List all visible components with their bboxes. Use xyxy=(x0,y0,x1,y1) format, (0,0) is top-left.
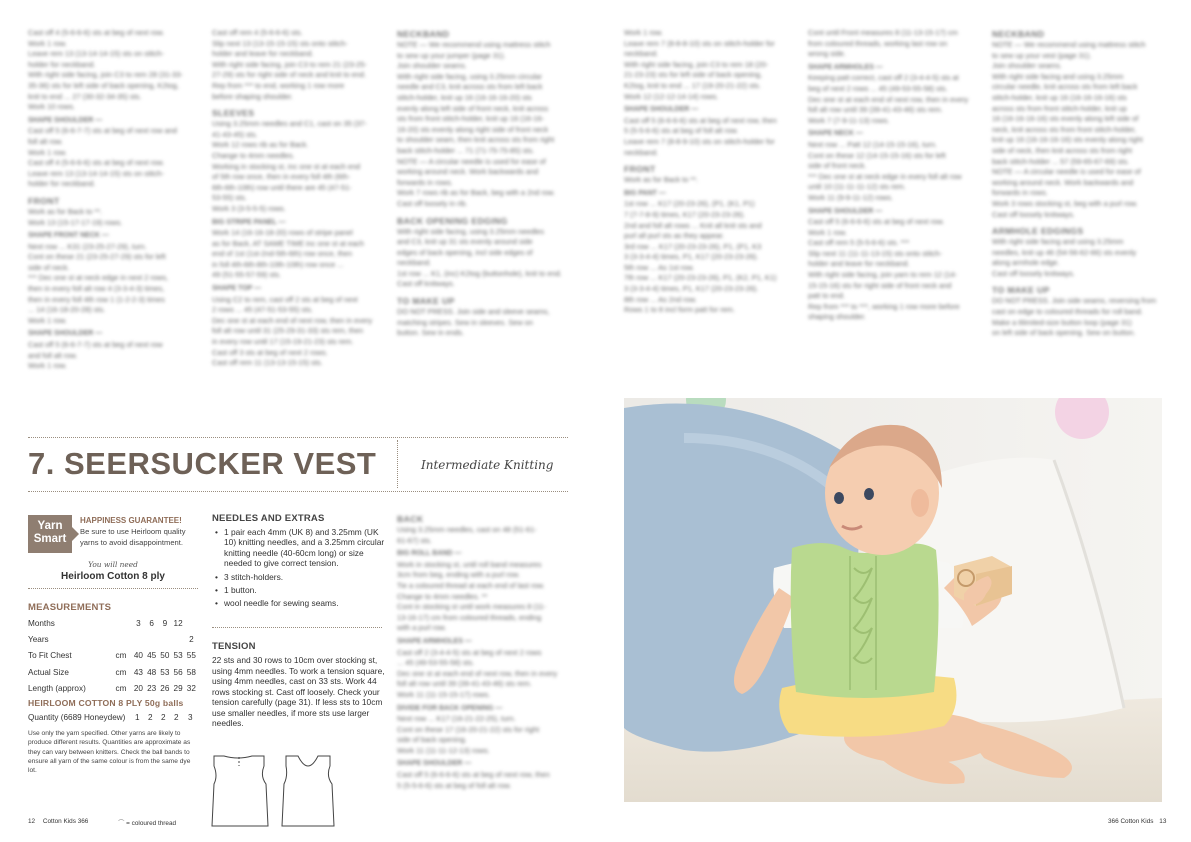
list-item: • wool needle for sewing seams. xyxy=(215,598,390,608)
needles-heading: NEEDLES AND EXTRAS xyxy=(212,513,325,524)
needles-divider xyxy=(212,627,382,628)
yarn-smart-badge: Yarn Smart xyxy=(28,515,72,553)
page-number: 12 xyxy=(28,818,36,825)
text-column-prev-3: NECKBAND NOTE — We recommend using mattress stitch to sew up your jumper (page 31). Join shoulder seams. With right side facing, using 3.25mm circular needle and C3, knit across sts from left back stitch-holder, knit up 16 (16-16-16-20) sts evenly along left side of front neck, knit across sts from front stitch-holder, knit up 16 (16-16- 16-20) sts evenly along right side of front neck to shoulder seam, then knit across sts from right back stitch-holder ... 71 (71-75-75-85) sts. NOTE — A circular needle is used for ease of working around neck. Work backwards and forwards in rows. Work 7 rows rib as for Back, beg with a 2nd row. Cast off loosely in rib. BACK OPENING EDGING With right side facing, using 3.25mm needles and C3, knit up 31 sts evenly around side edges of back opening, incl side edges of neckband. 1st row ... K1, (inc) K2tog (buttonhole), knit to end. Cast off knitways. TO MAKE UP DO NOT PRESS. Join side and sleeve seams, matching stripes. Sew in sleeves. Sew on button. Sew in ends. xyxy=(397,29,562,338)
text-column-prev-2: Cast off rem 4 (5-6-6-6) sts. Slip next 13 (13-15-15-15) sts onto stitch- holder and leave for neckband. With right side facing, join C3 to rem 21 (23-25- 27-29) sts for right side of neck and knit to end. Rep from *** to end, working 1 row more before shaping shoulder. SLEEVES Using 3.25mm needles and C1, cast on 35 (37- 41-43-45) sts. Work 12 rows rib as for Back. Change to 4mm needles. Working in stocking st, inc one st at each end of 5th row once, then in every foll 4th (6th- 6th-6th-10th) row until there are 45 (47-51- 53-55) sts. Work 3 (3-5-5-5) rows. BIG STRIPE PANEL — Work 14 (16-16-18-20) rows of stripe panel as for Back, AT SAME TIME inc one st at each end of 1st (1st-2nd-5th-6th) row once, then in foll 4th-6th-8th-10th-10th) row once ... 49 (51-55-57-59) sts. SHAPE TOP — Using C2 to rem, cast off 2 sts at beg of next 2 rows ... 45 (47-51-53-55) sts. Dec one st at each end of next row, then in every foll alt row until 31 (25-29-31-33) sts rem, then in every row until 17 (15-19-21-23) sts rem. Cast off 3 sts at beg of next 2 rows. Cast off rem 11 (13-13-15-15) sts. xyxy=(212,28,373,368)
text-column-right-2: Cont until Front measures 8 (11-13-15-17) cm from coloured threads, working last row on wrong side. SHAPE ARMHOLES — Keeping patt correct, cast off 2 (3-4-4-5) sts at beg of next 2 rows ... 45 (49-53-55-58) sts. Dec one st at each end of next row, then in every foll alt row until 39 (39-41-43-46) sts rem. Work 7 (7-9-11-13) rows. SHAPE NECK — Next row ... Patt 12 (14-15-15-16), turn. Cont on these 12 (14-15-15-16) sts for left side of front neck. *** Dec one st at neck edge in every foll alt row until 10 (11-11-11-12) sts rem. Work 11 (9-9-11-12) rows. SHAPE SHOULDER — Cast off 5 (6-6-6-6) sts at beg of next row. Work 1 row. Cast off rem 5 (5-5-6-6) sts. *** Slip next 11 (11-11-13-15) sts onto stitch- holder and leave for neckband. With right side facing, join yarn to rem 12 (14- 15-15-16) sts for right side of front neck and patt to end. Rep from *** to ***, working 1 row more before shaping shoulder. xyxy=(808,28,969,322)
magazine-name: Cotton Kids 366 xyxy=(42,818,89,825)
table-row: Actual Size cm 43 48 53 56 58 xyxy=(28,667,196,677)
list-item: • 1 button. xyxy=(215,585,390,595)
footer-left xyxy=(28,818,88,825)
text-column-back: BACK Using 3.25mm needles, cast on 48 (51-61- 61-67) sts. BIG ROLL BAND — Work in stocking st, until roll band measures 3cm from beg, ending with a purl row. Tie a coloured thread at each end of last row. Change to 4mm needles. ** Cont in stocking st until work measures 8 (11- 13-16-17) cm from coloured threads, ending with a purl row. SHAPE ARMHOLES — Cast off 2 (3-4-4-5) sts at beg of next 2 rows ... 45 (49-53-55-58) sts. Dec one st at each end of next row, then in every foll alt row until 39 (39-41-43-46) sts rem. Work 11 (11-15-15-17) rows. DIVIDE FOR BACK OPENING — Next row ... K17 (16-21-22-25), turn. Cont on these 17 (16-20-21-22) sts for right side of back opening. Work 11 (11-11-12-13) rows. SHAPE SHOULDER — Cast off 5 (6-6-6-6) sts at beg of next row, then 5 (5-5-6-6) sts at beg of foll alt row. xyxy=(397,514,558,790)
guarantee-title: HAPPINESS GUARANTEE! xyxy=(80,516,182,525)
title-divider xyxy=(397,440,398,488)
schematic-diagram xyxy=(208,752,348,828)
balls-heading: HEIRLOOM COTTON 8 PLY 50g balls xyxy=(28,698,184,708)
guarantee-text: Be sure to use Heirloom quality yarns to avoid disappointment. xyxy=(80,527,186,547)
table-row: Length (approx) cm 20 23 26 29 32 xyxy=(28,684,196,694)
tension-heading: TENSION xyxy=(212,641,256,652)
title-rule-top xyxy=(28,437,568,438)
page-number: 13 xyxy=(1159,818,1167,825)
tension-text: 22 sts and 30 rows to 10cm over stocking st, using 4mm needles. To work a tension square, using 4mm needles, cast on 33 sts. Work 44 rows stocking st. Cast off loosely. Check your tension carefully (page 31). If less sts to 10cm use smaller needles, if more sts use larger needles. xyxy=(212,655,385,728)
needles-list xyxy=(215,527,390,612)
list-item: • 1 pair each 4mm (UK 8) and 3.25mm (UK 10) knitting needles, and a 3.25mm circular knitting needle (40-60cm long) or size needed to give correct tension. xyxy=(215,527,390,569)
pattern-title: 7. SEERSUCKER VEST xyxy=(28,446,377,481)
yarn-note: Use only the yarn specified. Other yarns are likely to produce different results. Quantities are approximate as they can vary between knitters. Check the ball bands to ensure all yarn of the same colour is from the same dye lot. xyxy=(28,730,191,775)
table-row: Years 2 xyxy=(28,635,194,645)
text-column-right-1: Work 1 row. Leave rem 7 (8-8-8-10) sts on stitch-holder for neckband. With right side facing, join C3 to rem 18 (20- 21-23-23) sts for left side of back opening, K2tog, knit to end ... 17 (19-20-21-22) sts. Work 12 (12-12-14-14) rows. SHAPE SHOULDER — Cast off 5 (6-6-6-6) sts at beg of next row, then 5 (5-5-6-6) sts at beg of foll alt row. Leave rem 7 (8-8-9-10) sts on stitch-holder for neckband. FRONT Work as for Back to **. BIG PANT — 1st row ... K17 (20-23-26), (P1, (K1, P1) 7 (7-7-8-9) times, K17 (20-23-23-26). 2nd and foll alt rows ... Knit all knit sts and purl all purl sts as they appear. 3rd row ... K17 (20-23-23-26), P1, (P1, K3 3 (3-3-4-4) times, P1, K17 (20-23-23-26). 5th row ... As 1st row. 7th row ... K17 (20-23-23-26), P1, (K2, P1, K1) 3 (3-3-4-4) times, P1, K17 (20-23-23-26). 8th row ... As 2nd row. Rows 1 to 8 incl form patt for rem. xyxy=(624,28,777,315)
table-row: Months 3 6 9 12 xyxy=(28,618,183,628)
yarn-name: Heirloom Cotton 8 ply xyxy=(61,571,165,582)
table-row: To Fit Chest cm 40 45 50 53 55 xyxy=(28,651,196,661)
front-schematic xyxy=(282,756,334,826)
you-will-need-label: You will need xyxy=(88,560,138,569)
yarn-divider xyxy=(28,588,198,589)
footer-right xyxy=(1108,818,1166,825)
text-column-right-3: NECKBAND NOTE — We recommend using mattress stitch to sew up your vest (page 31). Join shoulder seams. With right side facing and using 3.25mm circular needle, knit across sts from left back stitch-holder, knit up 16 (16-16-16-16) sts across sts from front stitch-holder, knit up 16 (16-16-16-16) sts evenly along left side of neck, knit across sts from front stitch-holder, knit up 16 (16-16-16-16) sts evenly along right side of neck, then knit across sts from right back stitch-holder ... 57 (59-65-67-69) sts. NOTE — A circular needle is used for ease of working around neck. Work backwards and forwards in rows. Work 3 rows stocking st, beg with a purl row. Cast off loosely knitways. ARMHOLE EDGINGS With right side facing and using 3.25mm needles, knit up 46 (54-56-62-66) sts evenly along armhole edge. Cast off loosely knitways. TO MAKE UP DO NOT PRESS. Join side seams, reversing from cast on edge to coloured threads for roll band. Make a 6limited-size button loop (page 31) on left side of back opening. Sew on button. xyxy=(992,29,1157,338)
magazine-name: 366 Cotton Kids xyxy=(1108,818,1154,825)
skill-level: Intermediate Knitting xyxy=(421,458,554,472)
list-item: • 3 stitch-holders. xyxy=(215,572,390,582)
green-vest xyxy=(791,543,939,698)
thread-icon: ⌒ xyxy=(118,820,125,827)
baby-photo xyxy=(624,398,1162,802)
measurements-heading: MEASUREMENTS xyxy=(28,602,112,613)
quantity-label: Quantity (6689 Honeydew) xyxy=(28,713,126,722)
title-rule-bottom xyxy=(28,491,568,492)
measurements-table xyxy=(28,615,198,697)
text-column-prev-1: Cast off 4 (5-6-6-6) sts at beg of next row. Work 1 row. Leave rem 13 (13-14-14-15) sts on stitch- holder for neckband. With right side facing, join C3 to rem 28 (31-33- 35-36) sts for left side of back opening, K2tog, knit to end ... 27 (30-32-34-35) sts. Work 10 rows. SHAPE SHOULDER — Cast off 5 (6-6-7-7) sts at beg of next row and foll alt row. Work 1 row. Cast off 4 (5-6-6-6) sts at beg of next row. Leave rem 13 (13-14-14-15) sts on stitch- holder for neckband. FRONT Work as for Back to **. Work 13 (15-17-17-19) rows. SHAPE FRONT NECK — Next row ... K31 (23-25-27-29), turn. Cont on these 21 (23-25-27-29) sts for left side of neck. *** Dec one st at neck edge in next 2 rows, then in every foll alt row 4 (3-3-4-3) times, then in every foll 4th row 1 (1-2-2-3) times ... 14 (16-18-20-28) sts. Work 1 row. SHAPE SHOULDER — Cast off 5 (6-6-7-7) sts at beg of next row and foll alt row. Work 1 row. xyxy=(28,28,183,371)
thread-legend: ⌒ = coloured thread xyxy=(118,820,177,827)
back-schematic xyxy=(212,756,268,826)
